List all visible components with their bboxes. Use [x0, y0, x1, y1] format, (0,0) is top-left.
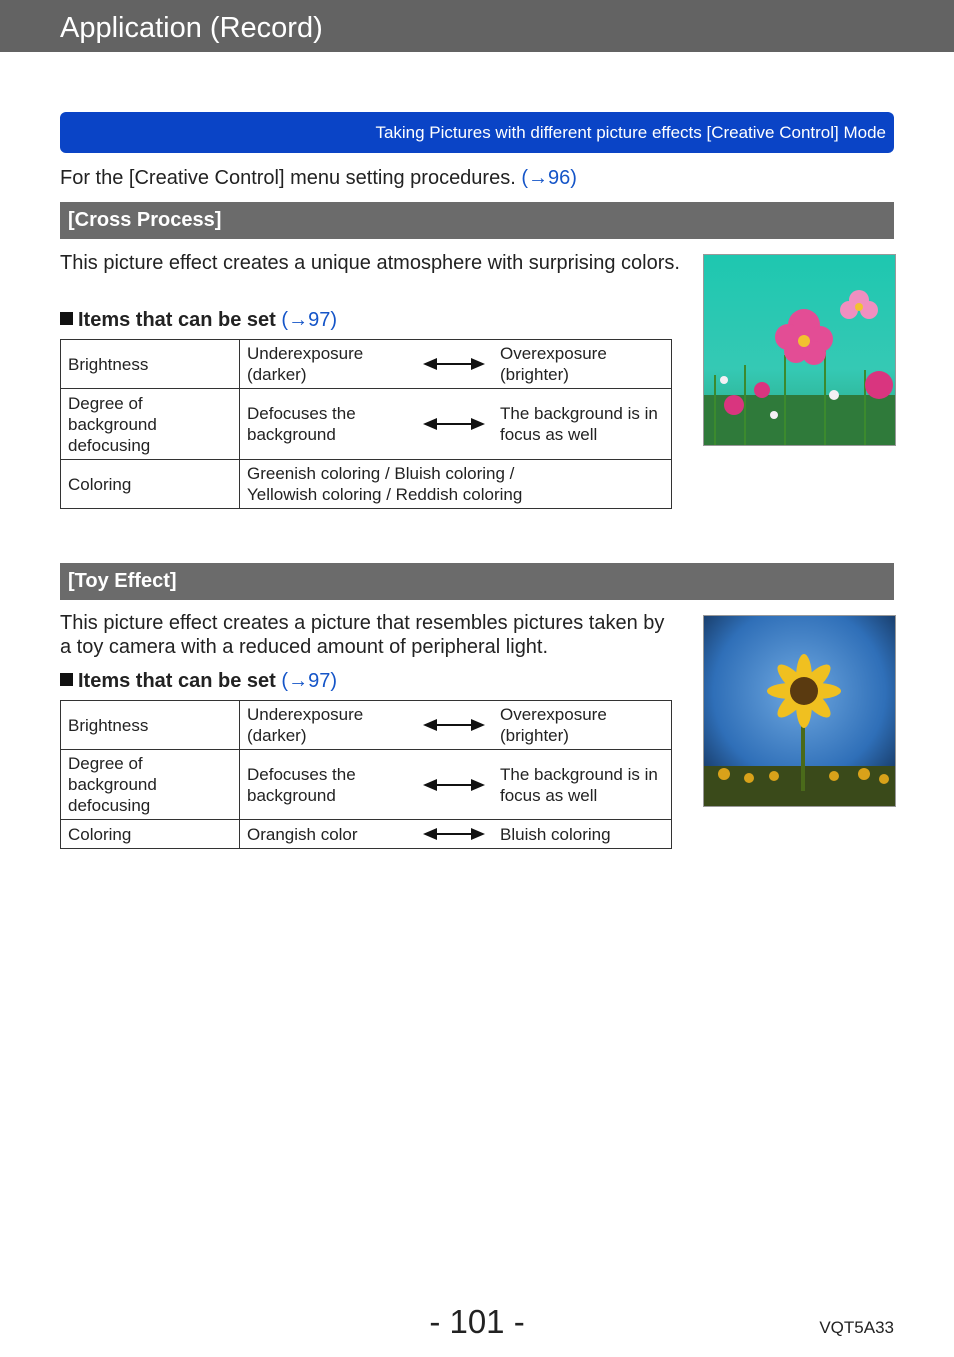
items-label: Items that can be set	[78, 670, 276, 692]
setting-range	[240, 340, 672, 389]
document-code: VQT5A33	[819, 1318, 894, 1337]
table-row	[61, 340, 672, 389]
range-left: Defocuses the background	[247, 764, 356, 805]
setting-name: Coloring	[61, 460, 240, 509]
range-left: Defocuses the background	[247, 404, 356, 444]
setting-name: Degree of background defocusing	[61, 750, 240, 820]
double-arrow-icon	[419, 357, 489, 371]
range-right: The background is in focus as well	[500, 764, 658, 805]
section-description: This picture effect creates a unique atmosphere with surprising colors.	[60, 252, 680, 274]
range-left: Underexposure (darker)	[247, 344, 364, 384]
intro-page-link[interactable]: (→96)	[521, 167, 577, 189]
cosmos-flowers-photo	[703, 254, 896, 446]
setting-name: Brightness	[61, 340, 240, 389]
items-label: Items that can be set	[78, 309, 276, 331]
range-right: Bluish coloring	[500, 824, 611, 844]
section-title: [Cross Process]	[68, 209, 222, 231]
section-description: This picture effect creates a picture that resembles pictures taken by a toy camera with a reduced amount of peripheral light.	[60, 612, 665, 658]
range-right: Overexposure (brighter)	[500, 705, 607, 745]
settings-table-toy-effect	[60, 700, 672, 849]
setting-name: Degree of background defocusing	[61, 389, 240, 460]
setting-range	[240, 701, 672, 750]
double-arrow-icon	[419, 827, 489, 841]
setting-range	[240, 820, 672, 849]
setting-options: Greenish coloring / Bluish coloring / Yellowish coloring / Reddish coloring	[240, 460, 672, 509]
range-right: Overexposure (brighter)	[500, 344, 607, 384]
page-header-title: Application (Record)	[60, 12, 323, 44]
intro-line	[60, 167, 577, 190]
double-arrow-icon	[419, 417, 489, 431]
intro-text: For the [Creative Control] menu setting procedures.	[60, 167, 522, 189]
table-row	[61, 389, 672, 460]
chapter-banner	[60, 112, 894, 153]
items-page-link[interactable]: (→97)	[281, 309, 337, 331]
square-bullet-icon	[60, 312, 73, 325]
section-bar-cross-process	[60, 202, 894, 239]
chapter-banner-text: Taking Pictures with different picture effects [Creative Control] Mode	[375, 123, 886, 142]
page-number: - 101 -	[429, 1303, 525, 1340]
double-arrow-icon	[419, 778, 489, 792]
table-row	[61, 820, 672, 849]
setting-name: Coloring	[61, 820, 240, 849]
setting-range	[240, 750, 672, 820]
setting-name: Brightness	[61, 701, 240, 750]
items-heading	[60, 309, 337, 332]
range-left: Orangish color	[247, 824, 358, 844]
range-right: The background is in focus as well	[500, 404, 658, 444]
range-left: Underexposure (darker)	[247, 705, 364, 745]
sunflower-photo	[703, 615, 896, 807]
section-bar-toy-effect	[60, 563, 894, 600]
top-bar	[0, 0, 954, 52]
table-row	[61, 750, 672, 820]
items-page-link[interactable]: (→97)	[281, 670, 337, 692]
settings-table-cross-process	[60, 339, 672, 509]
setting-range	[240, 389, 672, 460]
table-row	[61, 701, 672, 750]
square-bullet-icon	[60, 673, 73, 686]
section-title: [Toy Effect]	[68, 570, 177, 592]
table-row	[61, 460, 672, 509]
double-arrow-icon	[419, 718, 489, 732]
items-heading	[60, 670, 337, 693]
